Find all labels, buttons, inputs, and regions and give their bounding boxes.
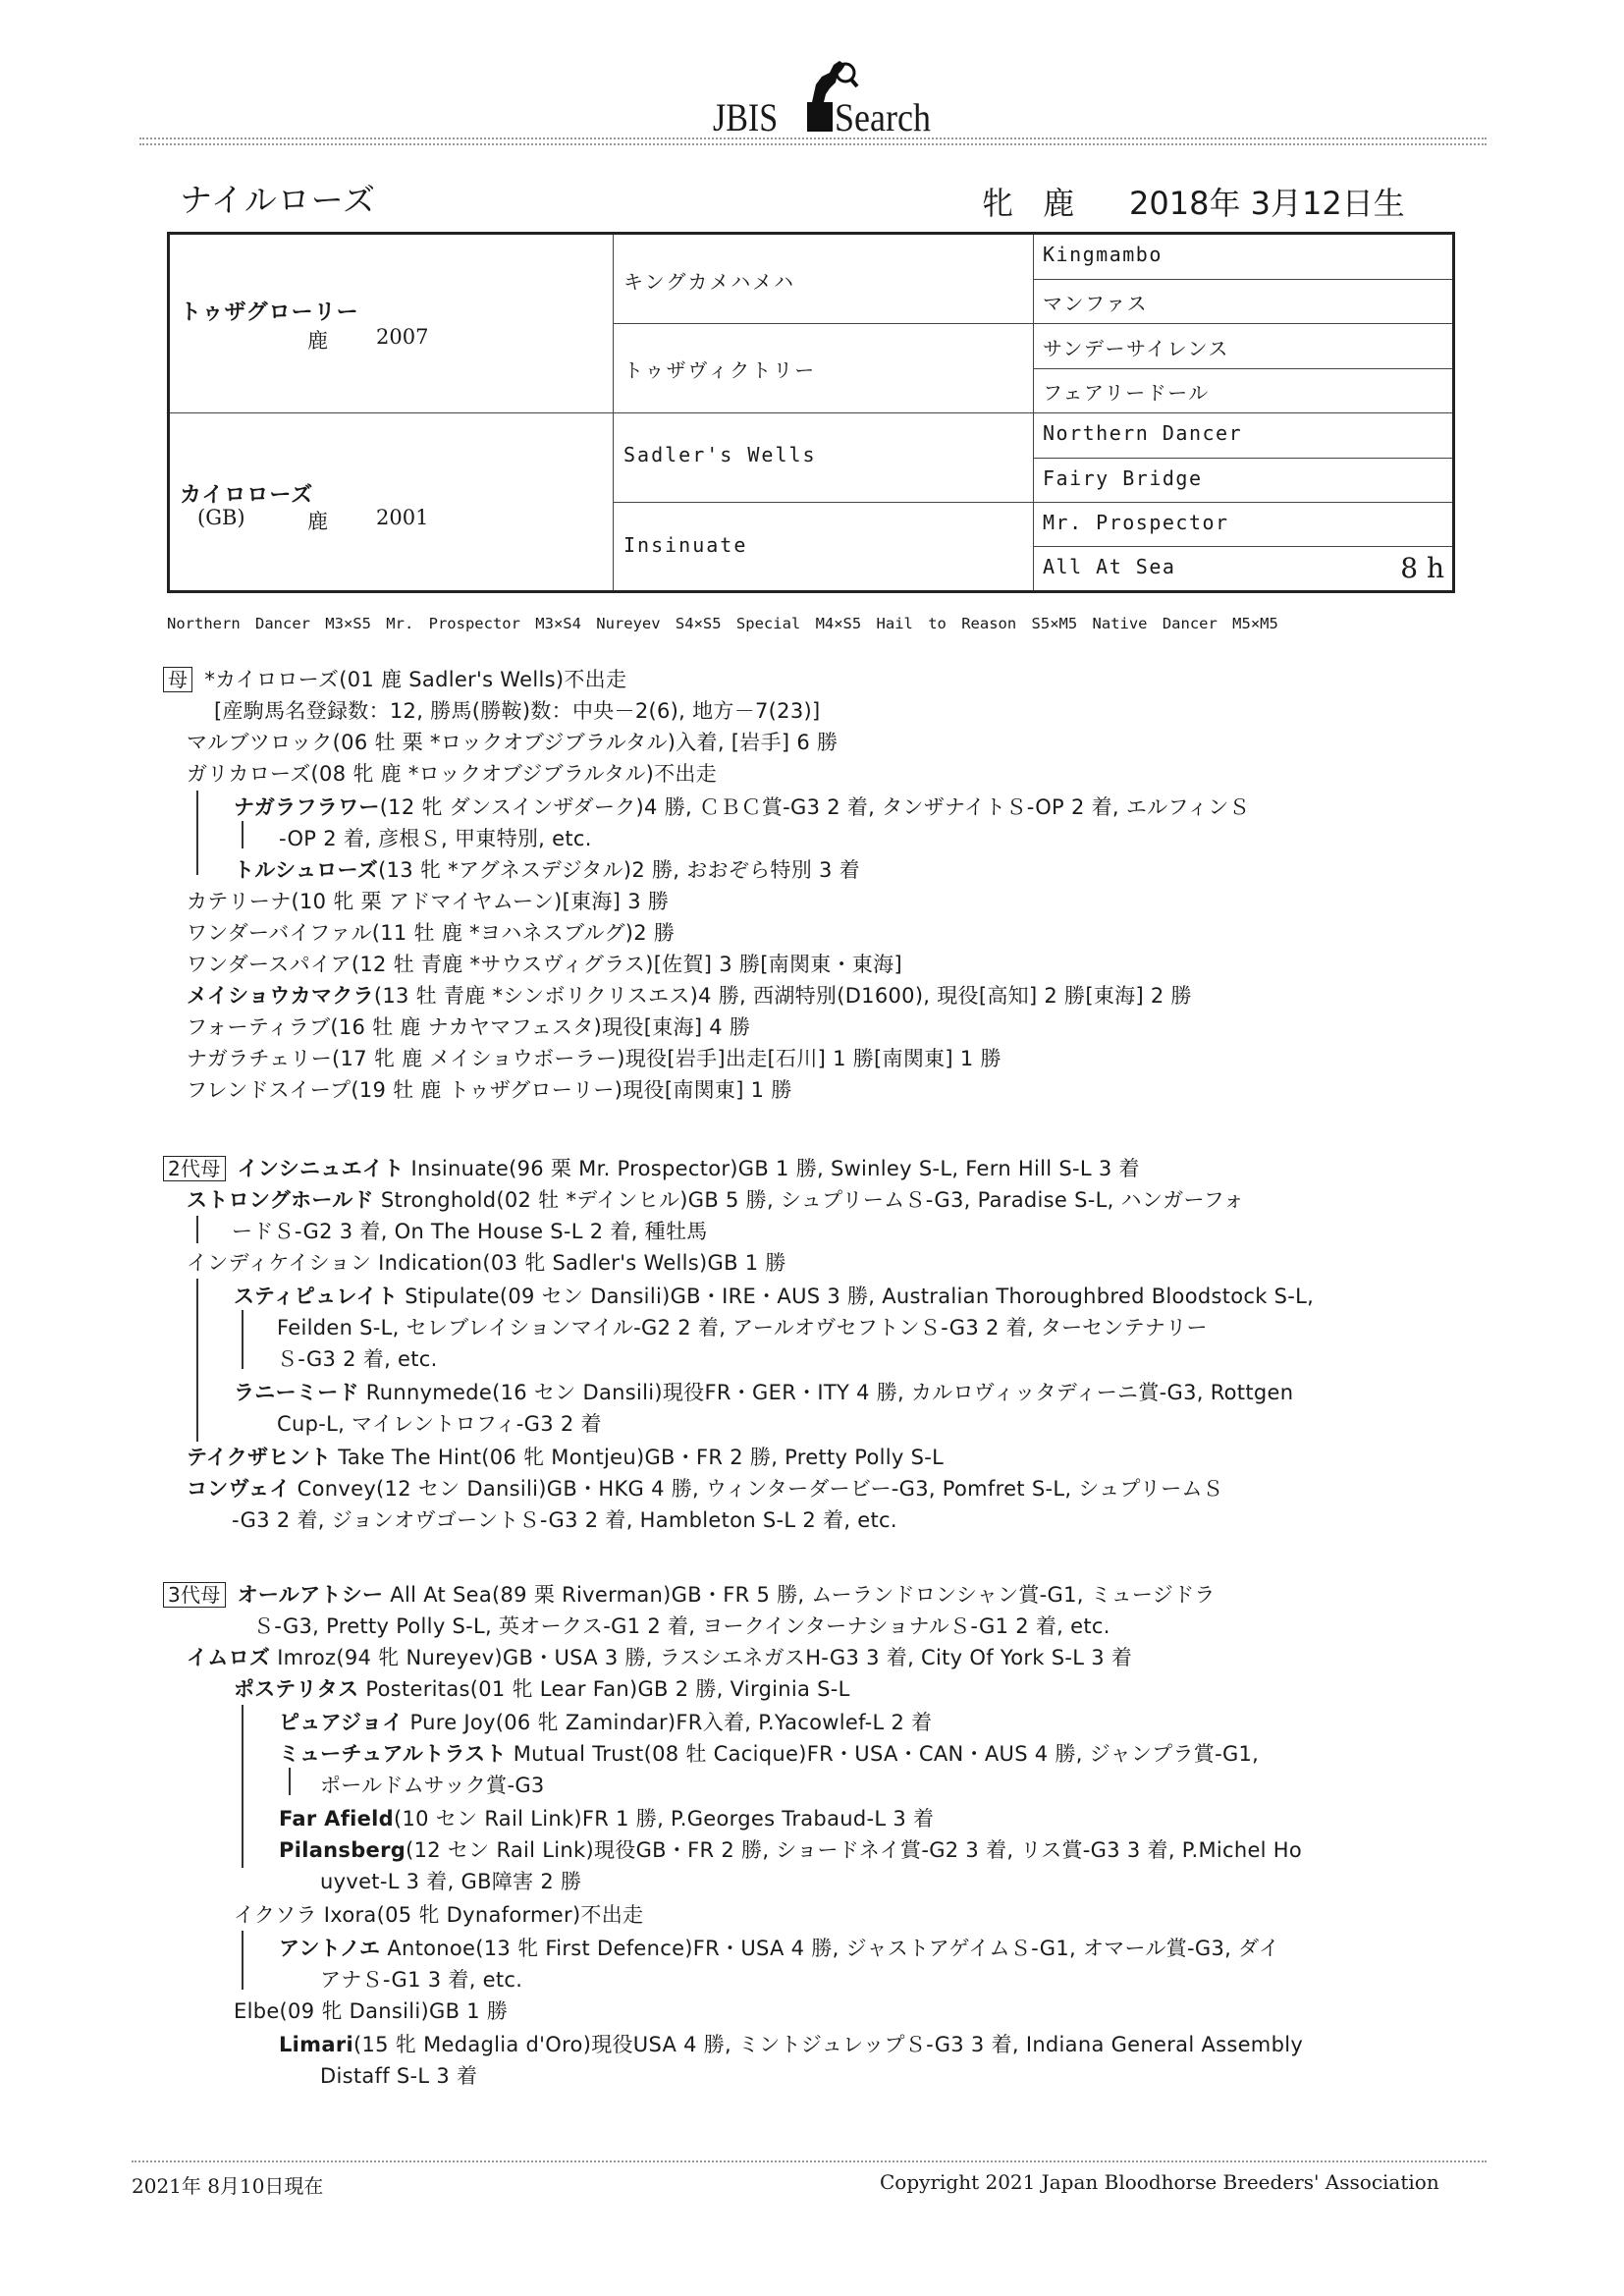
tree-bar bbox=[196, 1216, 198, 1243]
tree-bar bbox=[196, 791, 198, 875]
list-item: マルブツロック(06 牡 栗 *ロックオブジブラルタル)入着, [岩手] 6 勝 bbox=[187, 731, 839, 754]
g3-ancestor-6: Fairy Bridge bbox=[1043, 466, 1203, 490]
header-rule-2 bbox=[139, 143, 1487, 145]
list-item: ードＳ-G2 3 着, On The House S-L 2 着, 種牡馬 bbox=[232, 1220, 708, 1243]
list-item: ピュアジョイ Pure Joy(06 牝 Zamindar)FR入着, P.Yacowlef-L 2 着 bbox=[279, 1711, 933, 1734]
sire-sire: キングカメハメハ bbox=[623, 270, 795, 294]
list-item: ナガラフラワー(12 牝 ダンスインザダーク)4 勝, ＣＢＣ賞-G3 2 着, タンザナイトＳ-OP 2 着, エルフィンＳ bbox=[234, 795, 1250, 819]
sire-year: 2007 bbox=[376, 325, 429, 349]
list-item: アナＳ-G1 3 着, etc. bbox=[320, 1968, 523, 1992]
dam-year: 2001 bbox=[376, 506, 429, 529]
sire-name: トゥザグローリー bbox=[180, 301, 359, 325]
list-item: uyvet-L 3 着, GB障害 2 勝 bbox=[320, 1870, 582, 1893]
dam-color: 鹿 bbox=[307, 510, 328, 533]
g3-ancestor-4: フェアリードール bbox=[1043, 381, 1210, 405]
g3-ancestor-3: サンデーサイレンス bbox=[1043, 337, 1229, 360]
second-dam-header: 2代母 インシニュエイト Insinuate(96 栗 Mr. Prospector)GB 1 勝, Swinley S-L, Fern Hill S-L 3 着 bbox=[163, 1153, 1140, 1182]
list-item: トルシュローズ(13 牝 *アグネスデジタル)2 勝, おおぞら特別 3 着 bbox=[234, 858, 860, 882]
list-item: ワンダーバイファル(11 牡 鹿 *ヨハネスブルグ)2 勝 bbox=[187, 921, 676, 945]
list-item: ポステリタス Posteritas(01 牝 Lear Fan)GB 2 勝, Virginia S-L bbox=[234, 1677, 850, 1701]
list-item: Feilden S-L, セレブレイションマイル-G2 2 着, アールオヴセフトンＳ-G3 2 着, ターセンテナリー bbox=[277, 1316, 1208, 1339]
list-item: -G3 2 着, ジョンオヴゴーントＳ-G3 2 着, Hambleton S-L 2 着, etc. bbox=[232, 1508, 897, 1532]
sire-color: 鹿 bbox=[307, 329, 328, 353]
section-tag-second-dam: 2代母 bbox=[163, 1156, 226, 1181]
list-item: Pilansberg(12 セン Rail Link)現役GB・FR 2 勝, ショードネイ賞-G2 3 着, リス賞-G3 3 着, P.Michel Ho bbox=[279, 1838, 1303, 1862]
list-item: ワンダースパイア(12 牡 青鹿 *サウスヴィグラス)[佐賀] 3 勝[南関東・東海] bbox=[187, 953, 902, 976]
list-item: コンヴェイ Convey(12 セン Dansili)GB・HKG 4 勝, ウィンターダービー-G3, Pomfret S-L, シュプリームＳ bbox=[187, 1477, 1224, 1501]
list-item: ラニーミード Runnymede(16 セン Dansili)現役FR・GER・ITY 4 勝, カルロヴィッタディーニ賞-G3, Rottgen bbox=[234, 1381, 1294, 1404]
pedigree-table bbox=[167, 232, 1455, 593]
footer-rule bbox=[132, 2160, 1487, 2162]
dam-origin: (GB) bbox=[197, 506, 245, 529]
list-item: Elbe(09 牝 Dansili)GB 1 勝 bbox=[234, 1999, 509, 2023]
list-item: イムロズ Imroz(94 牝 Nureyev)GB・USA 3 勝, ラスシエネガスH-G3 3 着, City Of York S-L 3 着 bbox=[187, 1646, 1133, 1669]
list-item: ナガラチェリー(17 牝 鹿 メイショウボーラー)現役[岩手]出走[石川] 1 勝[南関東] 1 勝 bbox=[187, 1047, 1001, 1070]
logo-text-jbis: JBIS bbox=[713, 95, 779, 139]
footer-copyright: Copyright 2021 Japan Bloodhorse Breeders' Association bbox=[880, 2170, 1439, 2194]
list-item: -OP 2 着, 彦根Ｓ, 甲東特別, etc. bbox=[279, 827, 592, 850]
dam-name: カイロローズ bbox=[180, 483, 314, 508]
list-item: メイショウカマクラ(13 牡 青鹿 *シンボリクリスエス)4 勝, 西湖特別(D1600), 現役[高知] 2 勝[東海] 2 勝 bbox=[187, 984, 1192, 1008]
list-item: ガリカローズ(08 牝 鹿 *ロックオブジブラルタル)不出走 bbox=[187, 762, 718, 786]
g3-ancestor-5: Northern Dancer bbox=[1043, 421, 1243, 445]
tree-bar bbox=[196, 1279, 198, 1442]
list-item: Far Afield(10 セン Rail Link)FR 1 勝, P.Georges Trabaud-L 3 着 bbox=[279, 1807, 935, 1831]
logo-mark bbox=[807, 102, 833, 132]
list-item: フレンドスイープ(19 牡 鹿 トゥザグローリー)現役[南関東] 1 勝 bbox=[187, 1078, 792, 1102]
tree-bar bbox=[242, 821, 244, 848]
footer-date: 2021年 8月10日現在 bbox=[132, 2174, 324, 2198]
header-rule bbox=[139, 137, 1487, 139]
logo-text-search: Search bbox=[835, 95, 931, 139]
sire-dam: トゥザヴィクトリー bbox=[623, 358, 817, 382]
list-item: テイクザヒント Take The Hint(06 牝 Montjeu)GB・FR 2 勝, Pretty Polly S-L bbox=[187, 1446, 945, 1469]
section-tag-dam: 母 bbox=[163, 667, 192, 692]
list-item: インディケイション Indication(03 牝 Sadler's Wells)GB 1 勝 bbox=[187, 1251, 786, 1275]
tree-bar bbox=[242, 1310, 244, 1369]
third-dam-header: 3代母 オールアトシー All At Sea(89 栗 Riverman)GB・FR 5 勝, ムーランドロンシャン賞-G1, ミュージドラ bbox=[163, 1579, 1216, 1609]
list-item: イクソラ Ixora(05 牝 Dynaformer)不出走 bbox=[234, 1903, 644, 1927]
list-item: ミューチュアルトラスト Mutual Trust(08 牡 Cacique)FR・USA・CAN・AUS 4 勝, ジャンプラ賞-G1, bbox=[279, 1742, 1260, 1766]
list-item: スティピュレイト Stipulate(09 セン Dansili)GB・IRE・AUS 3 勝, Australian Thoroughbred Bloodstock S-L, bbox=[234, 1285, 1315, 1308]
list-item: フォーティラブ(16 牡 鹿 ナカヤマフェスタ)現役[東海] 4 勝 bbox=[187, 1015, 751, 1039]
list-item: Distaff S-L 3 着 bbox=[320, 2064, 478, 2088]
jbis-search-logo bbox=[709, 51, 945, 137]
horse-birth-date: 2018年 3月12日生 bbox=[1129, 185, 1405, 222]
g3-ancestor-2: マンファス bbox=[1043, 292, 1149, 315]
list-item: Ｓ-G3, Pretty Polly S-L, 英オークス-G1 2 着, ヨークインターナショナルＳ-G1 2 着, etc. bbox=[253, 1614, 1110, 1638]
g3-ancestor-7: Mr. Prospector bbox=[1043, 511, 1229, 534]
list-item: ストロングホールド Stronghold(02 牡 *デインヒル)GB 5 勝, シュプリームＳ-G3, Paradise S-L, ハンガーフォ bbox=[187, 1188, 1245, 1212]
list-item: Limari(15 牝 Medaglia d'Oro)現役USA 4 勝, ミントジュレップＳ-G3 3 着, Indiana General Assembly bbox=[279, 2033, 1304, 2056]
list-item: カテリーナ(10 牝 栗 アドマイヤムーン)[東海] 3 勝 bbox=[187, 890, 670, 913]
section-tag-third-dam: 3代母 bbox=[163, 1582, 226, 1608]
dam-dam: Insinuate bbox=[623, 533, 748, 557]
list-item: ポールドムサック賞-G3 bbox=[320, 1774, 545, 1797]
dam-sire: Sadler's Wells bbox=[623, 443, 817, 466]
tree-bar bbox=[242, 1705, 244, 1868]
tree-bar bbox=[289, 1768, 291, 1795]
inbreeding-summary: Northern Dancer M3×S5 Mr. Prospector M3×S4 Nureyev S4×S5 Special M4×S5 Hail to Reason S5×M5 Native Dancer M5×M5 bbox=[167, 615, 1278, 632]
list-item: Cup-L, マイレントロフィ-G3 2 着 bbox=[277, 1412, 602, 1436]
inbreed-mark: 8 h bbox=[1400, 552, 1444, 584]
tree-bar bbox=[242, 1931, 244, 1990]
list-item: アントノエ Antonoe(13 牝 First Defence)FR・USA 4 勝, ジャストアゲイムＳ-G1, オマール賞-G3, ダイ bbox=[279, 1937, 1280, 1960]
list-item: [産駒馬名登録数：12, 勝馬(勝鞍)数：中央－2(6), 地方－7(23)] bbox=[214, 699, 821, 723]
list-item: Ｓ-G3 2 着, etc. bbox=[277, 1347, 438, 1371]
g3-ancestor-1: Kingmambo bbox=[1043, 243, 1163, 266]
horse-sex-color: 牝 鹿 bbox=[982, 185, 1085, 222]
horse-name: ナイルローズ bbox=[180, 181, 377, 219]
g3-ancestor-8: All At Sea bbox=[1043, 555, 1176, 578]
dam-section-header: 母 *カイロローズ(01 鹿 Sadler's Wells)不出走 bbox=[163, 664, 626, 693]
